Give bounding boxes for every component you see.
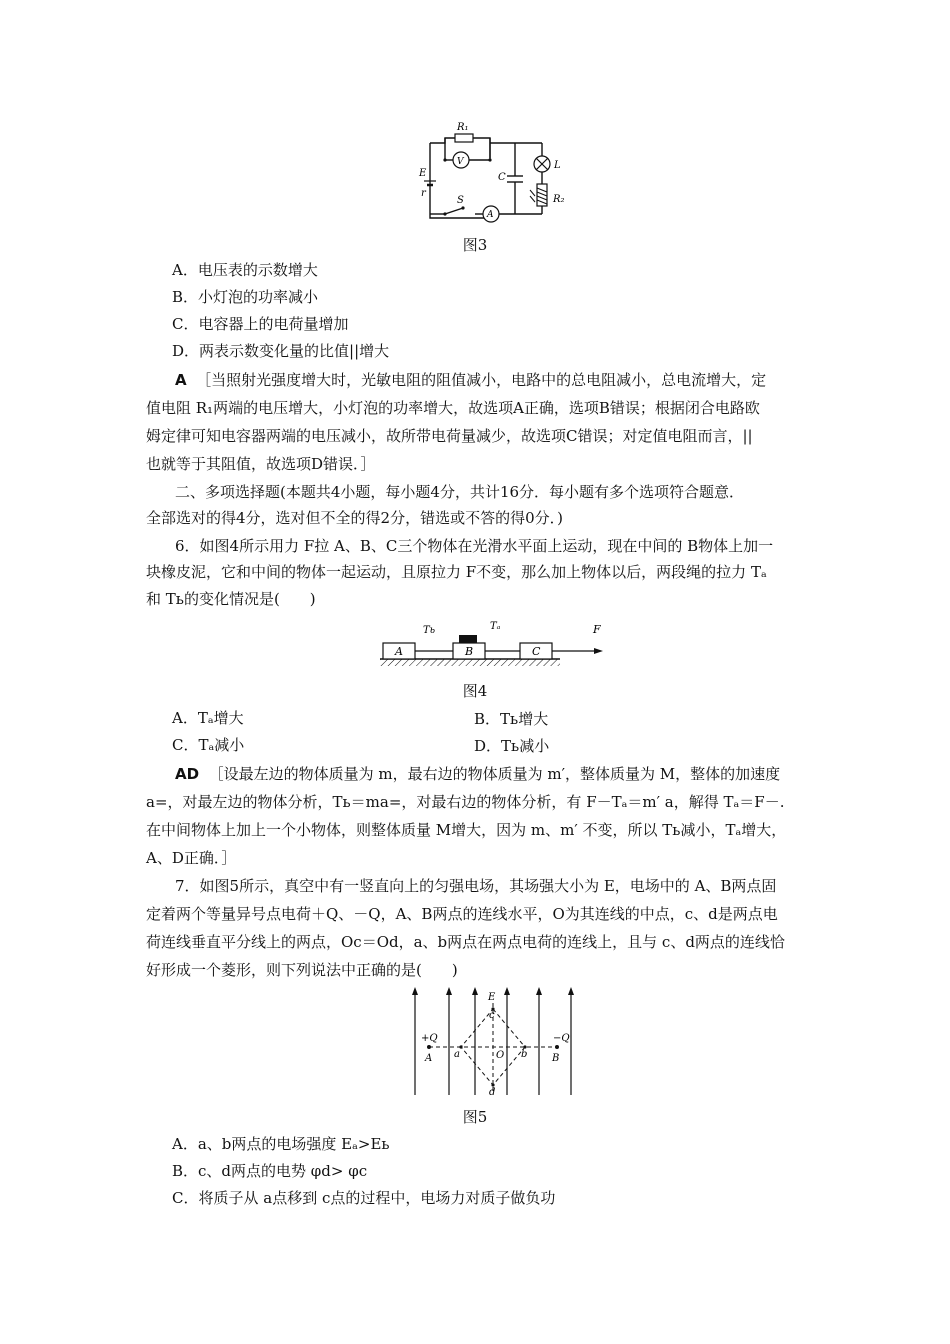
q5-answer-key: A — [175, 371, 187, 389]
q5-option-c: C．电容器上的电荷量增加 — [172, 315, 349, 333]
label-point-o: O — [496, 1050, 505, 1061]
q6-text-3: 和 Tь的变化情况是( ) — [146, 590, 316, 608]
q6-text-1: 6．如图4所示用力 F拉 A、B、C三个物体在光滑水平面上运动，现在中间的 B物体上加一 — [175, 537, 774, 555]
q5-option-d: D．两表示数变化量的比值||增大 — [172, 342, 390, 360]
label-point-c: c — [489, 1010, 495, 1021]
label-v: V — [457, 157, 464, 167]
label-point-a: a — [454, 1049, 460, 1060]
q5-option-a: A．电压表的示数增大 — [172, 261, 318, 279]
q6-answer-line-1: AD ［设最左边的物体质量为 m，最右边的物体质量为 m′，整体质量为 M，整体的加速度 — [175, 765, 781, 783]
q6-answer-key: AD — [175, 765, 200, 783]
label-c: C — [498, 172, 506, 183]
q7-text-2: 定着两个等量异号点电荷＋Q、－Q，A、B两点的连线水平，O为其连线的中点，c、d是两点电 — [146, 905, 778, 923]
q6-text-2: 块橡皮泥，它和中间的物体一起运动，且原拉力 F不变，那么加上物体以后，两段绳的拉力 Tₐ — [146, 563, 767, 581]
q6-option-d: D．Tь减小 — [474, 737, 550, 755]
q6-option-b: B．Tь增大 — [474, 710, 549, 728]
label-point-b: b — [521, 1049, 528, 1060]
q7-option-c: C．将质子从 a点移到 c点的过程中，电场力对质子做负功 — [172, 1189, 556, 1207]
q5-option-b: B．小灯泡的功率减小 — [172, 288, 319, 306]
label-r: r — [421, 188, 426, 199]
label-minus-q: −Q — [553, 1033, 570, 1044]
q6-option-c: C．Tₐ减小 — [172, 736, 245, 754]
label-e: E — [419, 168, 427, 179]
label-block-b: B — [465, 645, 474, 658]
figure-5-field — [405, 985, 585, 1097]
q7-option-b: B．c、d两点的电势 φd> φc — [172, 1162, 368, 1180]
label-plus-q: +Q — [421, 1033, 438, 1044]
q7-text-3: 荷连线垂直平分线上的两点，Oc＝Od，a、b两点在两点电荷的连线上，且与 c、d两点的连线恰 — [146, 933, 785, 951]
q5-answer-line-4: 也就等于其阻值，故选项D错误．］ — [146, 455, 376, 473]
section-2-heading-2: 全部选对的得4分，选对但不全的得2分，错选或不答的得0分．) — [146, 509, 563, 527]
label-point-a-big: A — [425, 1053, 433, 1064]
q7-text-4: 好形成一个菱形，则下列说法中正确的是( ) — [146, 961, 458, 979]
label-s: S — [457, 195, 464, 206]
q5-answer-line-1: A ［当照射光强度增大时，光敏电阻的阻值减小，电路中的总电阻减小，总电流增大，定 — [175, 371, 767, 389]
q6-option-a: A．Tₐ增大 — [172, 709, 244, 727]
label-r2: R₂ — [553, 194, 565, 205]
label-block-a: A — [395, 645, 403, 658]
label-point-b-big: B — [552, 1053, 560, 1064]
q6-answer-line-4: A、D正确．］ — [146, 849, 237, 867]
label-point-d: d — [489, 1087, 496, 1097]
label-a: A — [487, 210, 494, 220]
q5-answer-line-2: 值电阻 R₁两端的电压增大，小灯泡的功率增大，故选项A正确，选项B错误；根据闭合电路欧 — [146, 399, 760, 417]
label-tb: Tь — [423, 625, 436, 636]
q7-text-1: 7．如图5所示，真空中有一竖直向上的匀强电场，其场强大小为 E，电场中的 A、B两点固 — [175, 877, 777, 895]
label-r1: R₁ — [457, 122, 469, 133]
label-ta: Tₐ — [490, 621, 501, 632]
q6-answer-line-2: a=，对最左边的物体分析，Tь＝ma=，对最右边的物体分析，有 F－Tₐ＝m′ a，解得 Tₐ＝F－. — [146, 793, 785, 811]
figure-4-blocks — [375, 615, 610, 675]
section-2-heading-1: 二、多项选择题(本题共4小题，每小题4分，共计16分．每小题有多个选项符合题意． — [175, 483, 745, 501]
q7-option-a: A．a、b两点的电场强度 Eₐ>Eь — [172, 1135, 390, 1153]
label-f: F — [593, 623, 601, 636]
q5-answer-line-3: 姆定律可知电容器两端的电压减小，故所带电荷量减少，故选项C错误；对定值电阻而言，|| — [146, 427, 753, 445]
figure-3-caption: 图3 — [462, 236, 488, 254]
label-block-c: C — [532, 645, 541, 658]
label-l: L — [554, 160, 561, 171]
figure-3-circuit — [415, 118, 575, 228]
q6-answer-line-3: 在中间物体上加上一个小物体，则整体质量 M增大，因为 m、m′ 不变，所以 Tь减小，Tₐ增大， — [146, 821, 787, 839]
figure-4-caption: 图4 — [462, 682, 488, 700]
figure-5-caption: 图5 — [462, 1108, 488, 1126]
label-e: E — [488, 992, 496, 1003]
